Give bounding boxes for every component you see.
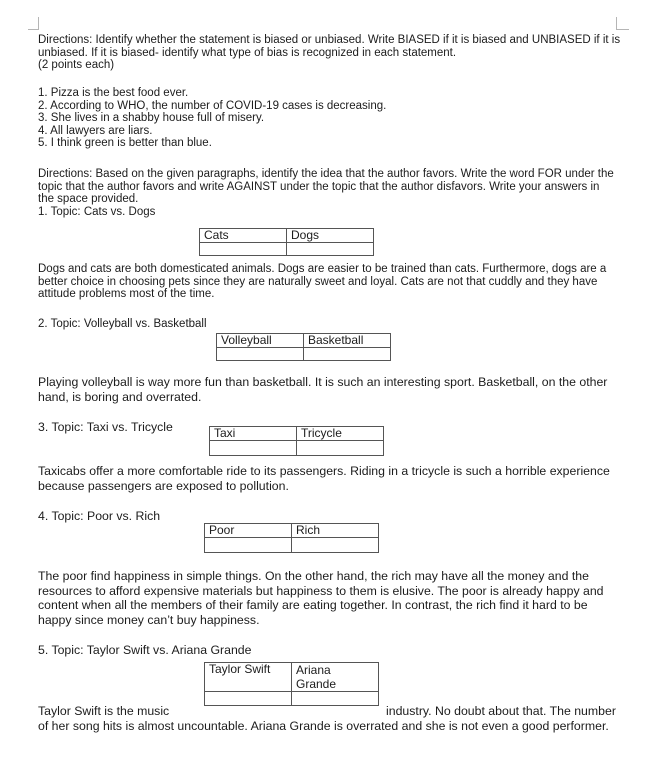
statement-list — [38, 87, 622, 150]
topic5-answer-table — [204, 662, 379, 706]
topic3-answer-taxi[interactable] — [210, 441, 297, 456]
directions-biased: Directions: Identify whether the statement is biased or unbiased. Write BIASED if it is biased and UNBIASED if it is unbiased. If it is biased- identify what type of bias is recognized in each statement. (2 points each) — [38, 34, 621, 72]
topic1-col1-header: Cats — [200, 229, 287, 243]
topic2-paragraph: Playing volleyball is way more fun than basketball. It is such an interesting sport. Basketball, on the other hand, is boring and overrated. — [38, 375, 608, 404]
topic2-title: 2. Topic: Volleyball vs. Basketball — [38, 318, 207, 330]
topic2-col2-header: Basketball — [304, 334, 391, 348]
topic2-answer-table — [216, 333, 391, 361]
topic4-answer-rich[interactable] — [292, 538, 379, 553]
topic5-paragraph: industry. No doubt about that. The number of her song hits is almost uncountable. Ariana Grande is overrated and she is not even a good performer. — [38, 704, 616, 733]
statement-item: 1. Pizza is the best food ever. — [38, 87, 189, 99]
topic4-col2-header: Rich — [292, 524, 379, 538]
topic2-answer-basketball[interactable] — [304, 348, 391, 361]
topic4-col1-header: Poor — [205, 524, 292, 538]
topic3-col1-header: Taxi — [210, 427, 297, 441]
statement-item: 3. She lives in a shabby house full of misery. — [38, 112, 265, 125]
topic5-col2-header: Ariana Grande — [292, 663, 379, 692]
topic1-answer-dogs[interactable] — [287, 243, 374, 256]
topic5-paragraph-start: Taylor Swift is the music — [38, 704, 170, 718]
topic4-answer-poor[interactable] — [205, 538, 292, 553]
topic1-col2-header: Dogs — [287, 229, 374, 243]
topic5-title: 5. Topic: Taylor Swift vs. Ariana Grande — [38, 643, 252, 657]
topic1-title: 1. Topic: Cats vs. Dogs — [38, 205, 156, 218]
topic2-answer-volleyball[interactable] — [217, 348, 304, 361]
topic3-answer-tricycle[interactable] — [297, 441, 384, 456]
topic4-paragraph: The poor find happiness in simple things. On the other hand, the rich may have all the money and the resources to afford expensive materials but happiness to them is elusive. The poor is already happy and content when all the members of their family are eating together. In contrast, the rich find it hard to be happy since money can’t buy happiness. — [38, 569, 604, 627]
statement-item: 2. According to WHO, the number of COVID-19 cases is decreasing. — [38, 99, 387, 112]
topic3-paragraph: Taxicabs offer a more comfortable ride to its passengers. Riding in a tricycle is such a horrible experience because passengers are exposed to pollution. — [38, 464, 610, 493]
statement-item: 5. I think green is better than blue. — [38, 137, 212, 150]
topic4-answer-table — [204, 523, 379, 553]
topic3-title: 3. Topic: Taxi vs. Tricycle — [38, 420, 173, 434]
topic2-col1-header: Volleyball — [217, 334, 304, 348]
topic1-answer-table — [199, 228, 374, 256]
topic1-answer-cats[interactable] — [200, 243, 287, 256]
topic1-paragraph: Dogs and cats are both domesticated animals. Dogs are easier to be trained than cats. Furthermore, dogs are a better choice in choosing pets since they are naturally sweet and loyal. Cats are not that cuddly and they have attitude problems most of the time. — [38, 263, 607, 301]
page-corner-mark-right — [616, 17, 629, 30]
statement-item: 4. All lawyers are liars. — [38, 124, 153, 137]
topic3-col2-header: Tricycle — [297, 427, 384, 441]
topic5-col1-header: Taylor Swift — [205, 663, 292, 692]
topic4-title: 4. Topic: Poor vs. Rich — [38, 509, 161, 523]
page-corner-mark-left — [28, 17, 39, 30]
topic3-answer-table — [209, 426, 384, 456]
directions-favor: Directions: Based on the given paragraphs, identify the idea that the author favors. Write the word FOR under the topic that the author favors and write AGAINST under the topic that the author disfavors. Write your answers in the space provided. 1. Topic: Cats vs. Dogs — [38, 168, 614, 218]
